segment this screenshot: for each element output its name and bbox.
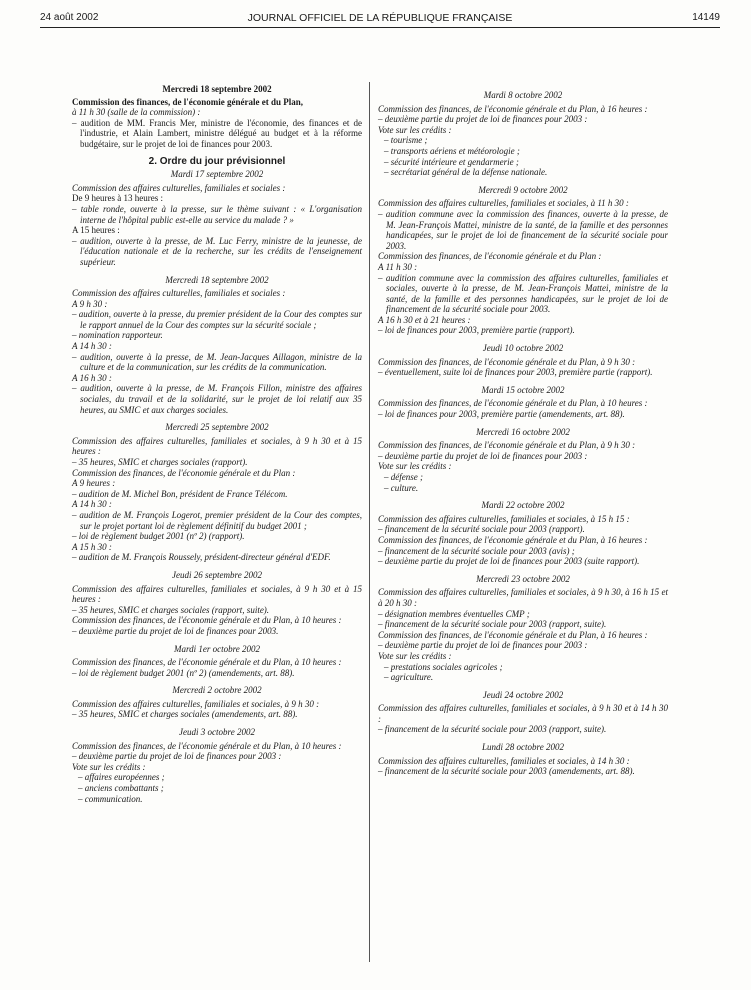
agenda-item: – deuxième partie du projet de loi de finances pour 2003 (suite rapport). xyxy=(378,556,640,567)
commission-line: Commission des affaires culturelles, familiales et sociales : xyxy=(72,182,286,193)
day-heading: Mercredi 18 septembre 2002 xyxy=(165,274,269,285)
time-line: A 14 h 30 : xyxy=(72,341,112,352)
time-line: A 9 h 30 : xyxy=(72,298,108,309)
agenda-item: – audition, ouverte à la presse, du premier président de la Cour des comptes sur le rapport annuel de la Cour des comptes sur la sécurité sociale ; xyxy=(72,309,362,330)
vote-line: Vote sur les crédits : xyxy=(72,761,146,772)
commission-line: Commission des affaires culturelles, familiales et sociales : xyxy=(72,288,286,299)
right-column xyxy=(378,90,668,777)
agenda-item: – audition, ouverte à la presse, de M. Jean-Jacques Aillagon, ministre de la culture et de la communication, sur les crédits de la communication. xyxy=(72,351,362,373)
agenda-item: – désignation membres éventuelles CMP ; xyxy=(378,608,530,619)
day-heading: Jeudi 3 octobre 2002 xyxy=(179,727,255,738)
day-heading: Mercredi 25 septembre 2002 xyxy=(165,422,269,433)
credit-item: – agriculture. xyxy=(384,672,434,683)
page-number: 14149 xyxy=(692,12,720,23)
agenda-item: – loi de finances pour 2003, première partie (amendements, art. 88). xyxy=(378,409,625,420)
time-line: A 16 h 30 : xyxy=(72,372,112,383)
agenda-item: – financement de la sécurité sociale pour 2003 (amendements, art. 88). xyxy=(378,766,635,777)
commission-line: Commission des affaires culturelles, familiales et sociales, à 9 h 30 et à 15 heures : xyxy=(72,435,362,457)
agenda-item: – audition commune avec la commission des affaires culturelles, familiales et sociales, ouverte à la presse, de M. Jean-François Mattei, ministre de la santé, de la famille et des personnes handicapées, sur le projet de loi de financement de la sécurité sociale pour 2003. xyxy=(378,272,668,315)
credit-item: – sécurité intérieure et gendarmerie ; xyxy=(384,156,519,167)
agenda-item: – deuxième partie du projet de loi de finances pour 2003 : xyxy=(378,450,588,461)
time-line: à 11 h 30 (salle de la commission) : xyxy=(72,107,201,118)
section-title: 2. Ordre du jour prévisionnel xyxy=(148,155,286,167)
left-column xyxy=(72,84,362,804)
day-heading: Jeudi 26 septembre 2002 xyxy=(172,569,262,580)
agenda-item: – deuxième partie du projet de loi de finances pour 2003. xyxy=(72,625,279,636)
agenda-item: – financement de la sécurité sociale pour 2003 (rapport). xyxy=(378,524,585,535)
issue-date: 24 août 2002 xyxy=(40,12,99,23)
day-heading: Mardi 1er octobre 2002 xyxy=(173,643,261,654)
day-heading: Mardi 8 octobre 2002 xyxy=(483,90,563,100)
credit-item: – affaires européennes ; xyxy=(78,772,165,783)
time-line: A 15 h 30 : xyxy=(72,541,112,552)
day-heading: Mardi 15 octobre 2002 xyxy=(481,384,565,395)
day-heading: Mercredi 16 octobre 2002 xyxy=(476,426,570,437)
agenda-item: – éventuellement, suite loi de finances pour 2003, première partie (rapport). xyxy=(378,367,653,378)
commission-line: Commission des affaires culturelles, familiales et sociales, à 15 h 15 : xyxy=(378,513,630,524)
day-heading: Jeudi 10 octobre 2002 xyxy=(482,343,564,354)
agenda-item: – 35 heures, SMIC et charges sociales (rapport, suite). xyxy=(72,604,270,615)
day-heading: Mercredi 18 septembre 2002 xyxy=(162,84,272,94)
commission-line: Commission des finances, de l'économie générale et du Plan, à 10 heures : xyxy=(72,740,342,751)
agenda-item: – financement de la sécurité sociale pour 2003 (rapport, suite). xyxy=(378,724,607,735)
commission-line: Commission des finances, de l'économie générale et du Plan, à 10 heures : xyxy=(72,615,342,626)
agenda-item: – 35 heures, SMIC et charges sociales (amendements, art. 88). xyxy=(72,709,298,720)
commission-line: Commission des affaires culturelles, familiales et sociales, à 9 h 30 et à 15 heures : xyxy=(72,583,362,605)
time-line: A 15 heures : xyxy=(72,225,120,236)
agenda-item: – table ronde, ouverte à la presse, sur le thème suivant : « L'organisation interne de l'hôpital public est-elle au service du malade ? » xyxy=(72,203,362,225)
time-line: A 11 h 30 : xyxy=(378,261,418,272)
agenda-item: – deuxième partie du projet de loi de finances pour 2003 : xyxy=(72,751,282,762)
agenda-item: – financement de la sécurité sociale pour 2003 (avis) ; xyxy=(378,545,575,556)
agenda-item: – audition, ouverte à la presse, de M. Luc Ferry, ministre de la jeunesse, de l'éducation nationale et de la recherche, sur les crédits de l'enseignement supérieur. xyxy=(72,235,362,267)
time-line: De 9 heures à 13 heures : xyxy=(72,193,163,204)
agenda-item: – nomination rapporteur. xyxy=(72,330,163,341)
commission-line: Commission des finances, de l'économie générale et du Plan : xyxy=(72,467,296,478)
commission-line: Commission des finances, de l'économie générale et du Plan : xyxy=(378,251,602,262)
column-divider xyxy=(369,82,370,962)
day-heading: Mercredi 2 octobre 2002 xyxy=(172,685,262,696)
credit-item: – transports aériens et météorologie ; xyxy=(384,145,520,156)
day-heading: Mercredi 23 octobre 2002 xyxy=(476,573,570,584)
commission-line: Commission des affaires culturelles, familiales et sociales, à 14 h 30 : xyxy=(378,755,630,766)
commission-line: Commission des finances, de l'économie générale et du Plan, à 9 h 30 : xyxy=(378,356,636,367)
credit-item: – défense ; xyxy=(384,472,423,482)
day-heading: Mardi 22 octobre 2002 xyxy=(481,500,565,511)
credit-item: – secrétariat général de la défense nationale. xyxy=(384,167,548,178)
commission-line: Commission des finances, de l'économie générale et du Plan, à 9 h 30 : xyxy=(378,440,636,451)
vote-line: Vote sur les crédits : xyxy=(378,461,452,472)
credit-item: – culture. xyxy=(384,482,419,493)
vote-line: Vote sur les crédits : xyxy=(378,124,452,135)
agenda-item: – audition de MM. Francis Mer, ministre de l'économie, des finances et de l'industrie, et Alain Lambert, ministre délégué au budget et à la réforme budgétaire, sur le projet de loi de finances pour 2003. xyxy=(72,117,362,149)
credit-item: – communication. xyxy=(78,793,143,804)
credit-item: – anciens combattants ; xyxy=(78,783,164,794)
agenda-item: – deuxième partie du projet de loi de finances pour 2003 : xyxy=(378,640,588,651)
commission-line: Commission des affaires culturelles, familiales et sociales, à 11 h 30 : xyxy=(378,198,629,209)
agenda-item: – audition, ouverte à la presse, de M. François Fillon, ministre des affaires sociales, du travail et de la solidarité, sur le projet de loi relatif aux 35 heures, au SMIC et aux charges sociales. xyxy=(72,383,362,415)
agenda-item: – loi de règlement budget 2001 (nº 2) (amendements, art. 88). xyxy=(72,667,295,678)
agenda-item: – audition de M. François Logerot, premier président de la Cour des comptes, sur le projet portant loi de règlement définitif du budget 2001 ; xyxy=(72,509,362,531)
time-line: A 16 h 30 et à 21 heures : xyxy=(378,314,471,325)
commission-line: Commission des finances, de l'économie générale et du Plan, à 16 heures : xyxy=(378,534,648,545)
time-line: A 9 heures : xyxy=(72,478,116,489)
day-heading: Mercredi 9 octobre 2002 xyxy=(478,184,568,195)
commission-line: Commission des affaires culturelles, familiales et sociales, à 9 h 30 et à 14 h 30 : xyxy=(378,703,668,724)
commission-line: Commission des affaires culturelles, familiales et sociales, à 9 h 30 : xyxy=(72,698,320,709)
agenda-item: – audition commune avec la commission des finances, ouverte à la presse, de M. Jean-François Mattei, ministre de la santé, de la famille et des personnes handicapées, sur le projet de loi de financement de la sécurité sociale pour 2003. xyxy=(378,208,668,251)
credit-item: – tourisme ; xyxy=(384,135,428,146)
credit-item: – prestations sociales agricoles ; xyxy=(384,661,503,672)
agenda-item: – loi de finances pour 2003, première partie (rapport). xyxy=(378,325,575,336)
commission-line: Commission des finances, de l'économie générale et du Plan, à 10 heures : xyxy=(72,657,342,668)
agenda-item: – deuxième partie du projet de loi de finances pour 2003 : xyxy=(378,114,588,125)
commission-line: Commission des finances, de l'économie générale et du Plan, à 16 heures : xyxy=(378,103,648,114)
commission-line: Commission des affaires culturelles, familiales et sociales, à 9 h 30, à 16 h 15 et à 20 h 30 : xyxy=(378,587,668,608)
commission-line: Commission des finances, de l'économie générale et du Plan, à 16 heures : xyxy=(378,629,648,640)
agenda-item: – 35 heures, SMIC et charges sociales (rapport). xyxy=(72,457,248,467)
vote-line: Vote sur les crédits : xyxy=(378,650,452,661)
day-heading: Mardi 17 septembre 2002 xyxy=(170,169,264,180)
day-heading: Lundi 28 octobre 2002 xyxy=(482,742,564,753)
time-line: A 14 h 30 : xyxy=(72,499,112,510)
agenda-item: – loi de règlement budget 2001 (nº 2) (rapport). xyxy=(72,531,245,542)
commission-line: Commission des finances, de l'économie générale et du Plan, à 10 heures : xyxy=(378,398,648,409)
agenda-item: – financement de la sécurité sociale pour 2003 (rapport, suite). xyxy=(378,619,607,630)
commission-line: Commission des finances, de l'économie générale et du Plan, xyxy=(72,96,303,107)
journal-title: JOURNAL OFFICIEL DE LA RÉPUBLIQUE FRANÇAISE xyxy=(247,12,513,24)
page-header xyxy=(40,8,720,28)
day-heading: Jeudi 24 octobre 2002 xyxy=(482,689,564,700)
agenda-item: – audition de M. Michel Bon, président de France Télécom. xyxy=(72,488,288,499)
agenda-item: – audition de M. François Roussely, président-directeur général d'EDF. xyxy=(72,552,331,563)
